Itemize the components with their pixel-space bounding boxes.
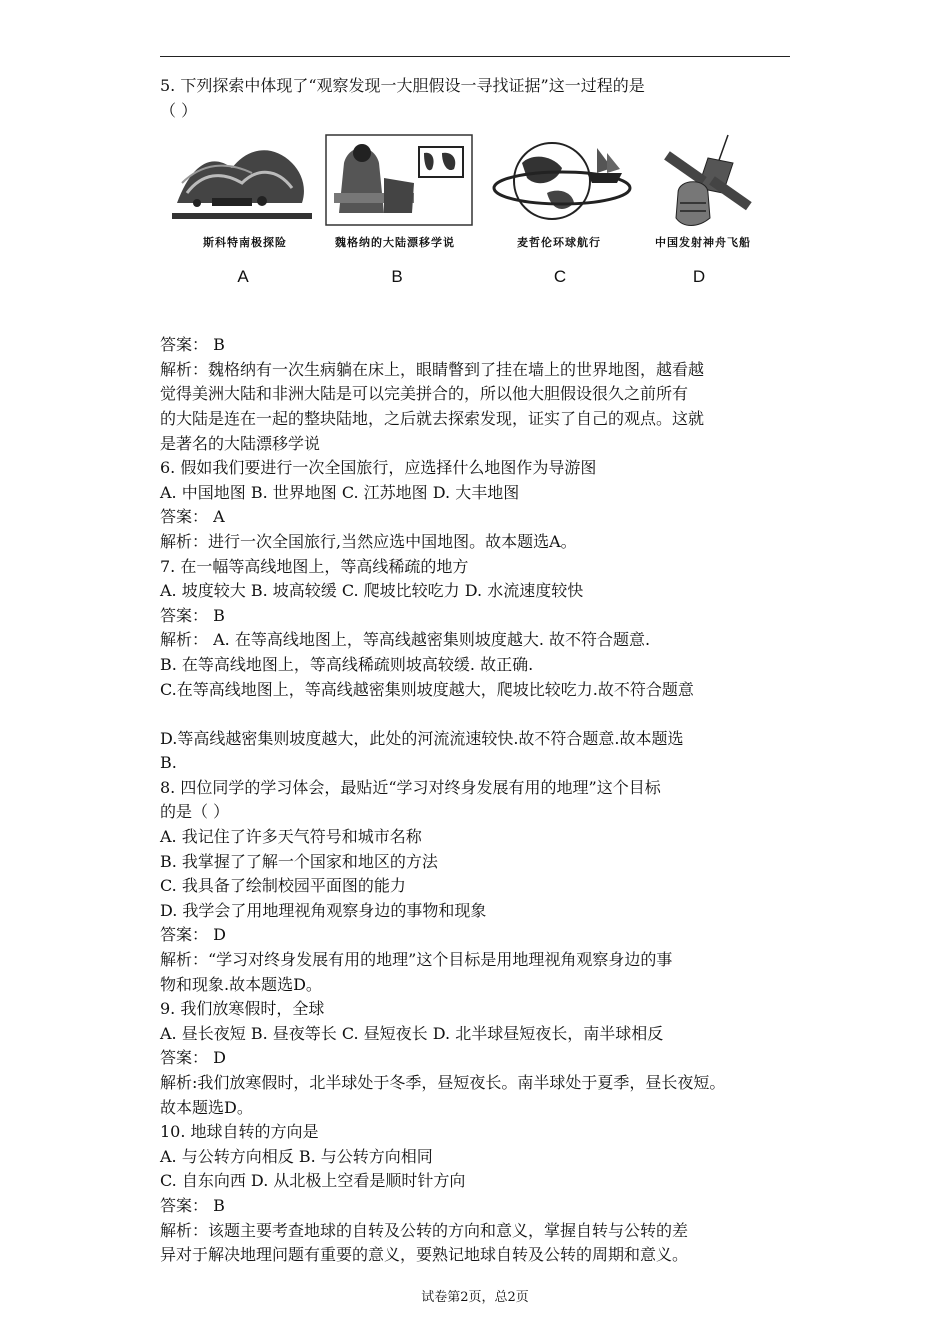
page-footer: 试卷第2页，总2页	[421, 1290, 529, 1305]
option-letter-a: A	[237, 267, 249, 287]
figure-b-continental-drift	[324, 133, 474, 228]
magellan-illustration	[492, 133, 642, 228]
q8-option: C. 我具备了绘制校园平面图的能力	[160, 876, 406, 896]
q7-analysis-line: D.等高线越密集则坡度越大，此处的河流流速较快.故不符合题意.故本题选	[160, 728, 684, 748]
q5-analysis-line: 的大陆是连在一起的整块陆地，之后就去探索发现，证实了自己的观点。这就	[160, 408, 705, 428]
q10-analysis-line: 解析：该题主要考查地球的自转及公转的方向和意义，掌握自转与公转的差	[160, 1220, 689, 1240]
q7-answer: 答案： B	[160, 605, 225, 625]
q10-analysis-line: 异对于解决地理问题有重要的意义，要熟记地球自转及公转的周期和意义。	[160, 1245, 689, 1265]
q5-analysis-line: 觉得美洲大陆和非洲大陆是可以完美拼合的，所以他大胆假设很久之前所有	[160, 384, 689, 404]
option-letter-d: D	[692, 267, 706, 287]
antarctic-illustration	[172, 133, 312, 228]
option-letter-c: C	[553, 267, 567, 287]
q5-answer: 答案： B	[160, 335, 225, 355]
q10-answer: 答案： B	[160, 1195, 225, 1215]
q7-analysis-line: C.在等高线地图上，等高线越密集则坡度越大，爬坡比较吃力.故不符合题意	[160, 679, 694, 699]
q7-stem: 7. 在一幅等高线地图上，等高线稀疏的地方	[160, 556, 469, 576]
q6-options: A. 中国地图 B. 世界地图 C. 江苏地图 D. 大丰地图	[160, 482, 520, 502]
q5-analysis-line: 是著名的大陆漂移学说	[160, 433, 321, 453]
q7-analysis-line: 解析： A. 在等高线地图上，等高线越密集则坡度越大. 故不符合题意.	[160, 630, 651, 650]
shenzhou-illustration	[648, 133, 758, 233]
option-letter-b: B	[391, 267, 403, 287]
q5-stem: 5. 下列探索中体现了“观察发现一大胆假设一寻找证据”这一过程的是	[160, 76, 645, 95]
q7-analysis-line: B.	[160, 753, 177, 773]
q8-option: D. 我学会了用地理视角观察身边的事物和现象	[160, 900, 487, 920]
caption-c: 麦哲伦环球航行	[517, 236, 601, 250]
exam-content	[160, 74, 796, 1268]
q8-option: B. 我掌握了了解一个国家和地区的方法	[160, 851, 438, 871]
q8-analysis-line: 解析：“学习对终身发展有用的地理”这个目标是用地理视角观察身边的事	[160, 950, 673, 970]
q8-answer: 答案： D	[160, 925, 226, 945]
q7-analysis-line: B. 在等高线地图上，等高线稀疏则坡高较缓. 故正确.	[160, 654, 534, 674]
q6-analysis-line: 解析：进行一次全国旅行,当然应选中国地图。故本题选A。	[160, 531, 577, 551]
figure-a-antarctic-expedition	[172, 133, 322, 228]
caption-d: 中国发射神舟飞船	[655, 236, 751, 250]
q9-analysis-line: 解析:我们放寒假时，北半球处于冬季，昼短夜长。南半球处于夏季，昼长夜短。	[160, 1073, 726, 1092]
caption-b: 魏格纳的大陆漂移学说	[335, 236, 455, 250]
q9-stem: 9. 我们放寒假时，全球	[160, 999, 325, 1019]
header-rule	[160, 56, 790, 57]
q9-analysis-line: 故本题选D。	[160, 1097, 253, 1117]
figure-c-magellan-voyage	[492, 133, 642, 228]
caption-a: 斯科特南极探险	[203, 236, 287, 250]
q7-options: A. 坡度较大 B. 坡高较缓 C. 爬坡比较吃力 D. 水流速度较快	[160, 581, 584, 601]
q10-stem: 10. 地球自转的方向是	[160, 1122, 319, 1142]
wegener-illustration	[324, 133, 474, 228]
q5-paren: （ ）	[160, 100, 198, 120]
q5-analysis-line: 解析：魏格纳有一次生病躺在床上，眼睛瞥到了挂在墙上的世界地图，越看越	[160, 359, 705, 379]
q8-analysis-line: 物和现象.故本题选D。	[160, 974, 322, 994]
q8-stem: 8. 四位同学的学习体会，最贴近“学习对终身发展有用的地理”这个目标	[160, 777, 661, 797]
q10-option: C. 自东向西 D. 从北极上空看是顺时针方向	[160, 1171, 466, 1191]
q9-answer: 答案： D	[160, 1048, 226, 1068]
q6-answer: 答案： A	[160, 507, 225, 527]
q10-option: A. 与公转方向相反 B. 与公转方向相同	[160, 1146, 433, 1166]
q8-option: A. 我记住了许多天气符号和城市名称	[160, 827, 422, 847]
q5-figure	[160, 123, 780, 333]
q6-stem: 6. 假如我们要进行一次全国旅行，应选择什么地图作为导游图	[160, 458, 597, 478]
q9-options: A. 昼长夜短 B. 昼夜等长 C. 昼短夜长 D. 北半球昼短夜长，南半球相反	[160, 1023, 664, 1043]
blank-line	[160, 702, 796, 727]
q8-stem: 的是（ ）	[160, 802, 230, 822]
figure-d-shenzhou-spacecraft	[648, 133, 798, 233]
